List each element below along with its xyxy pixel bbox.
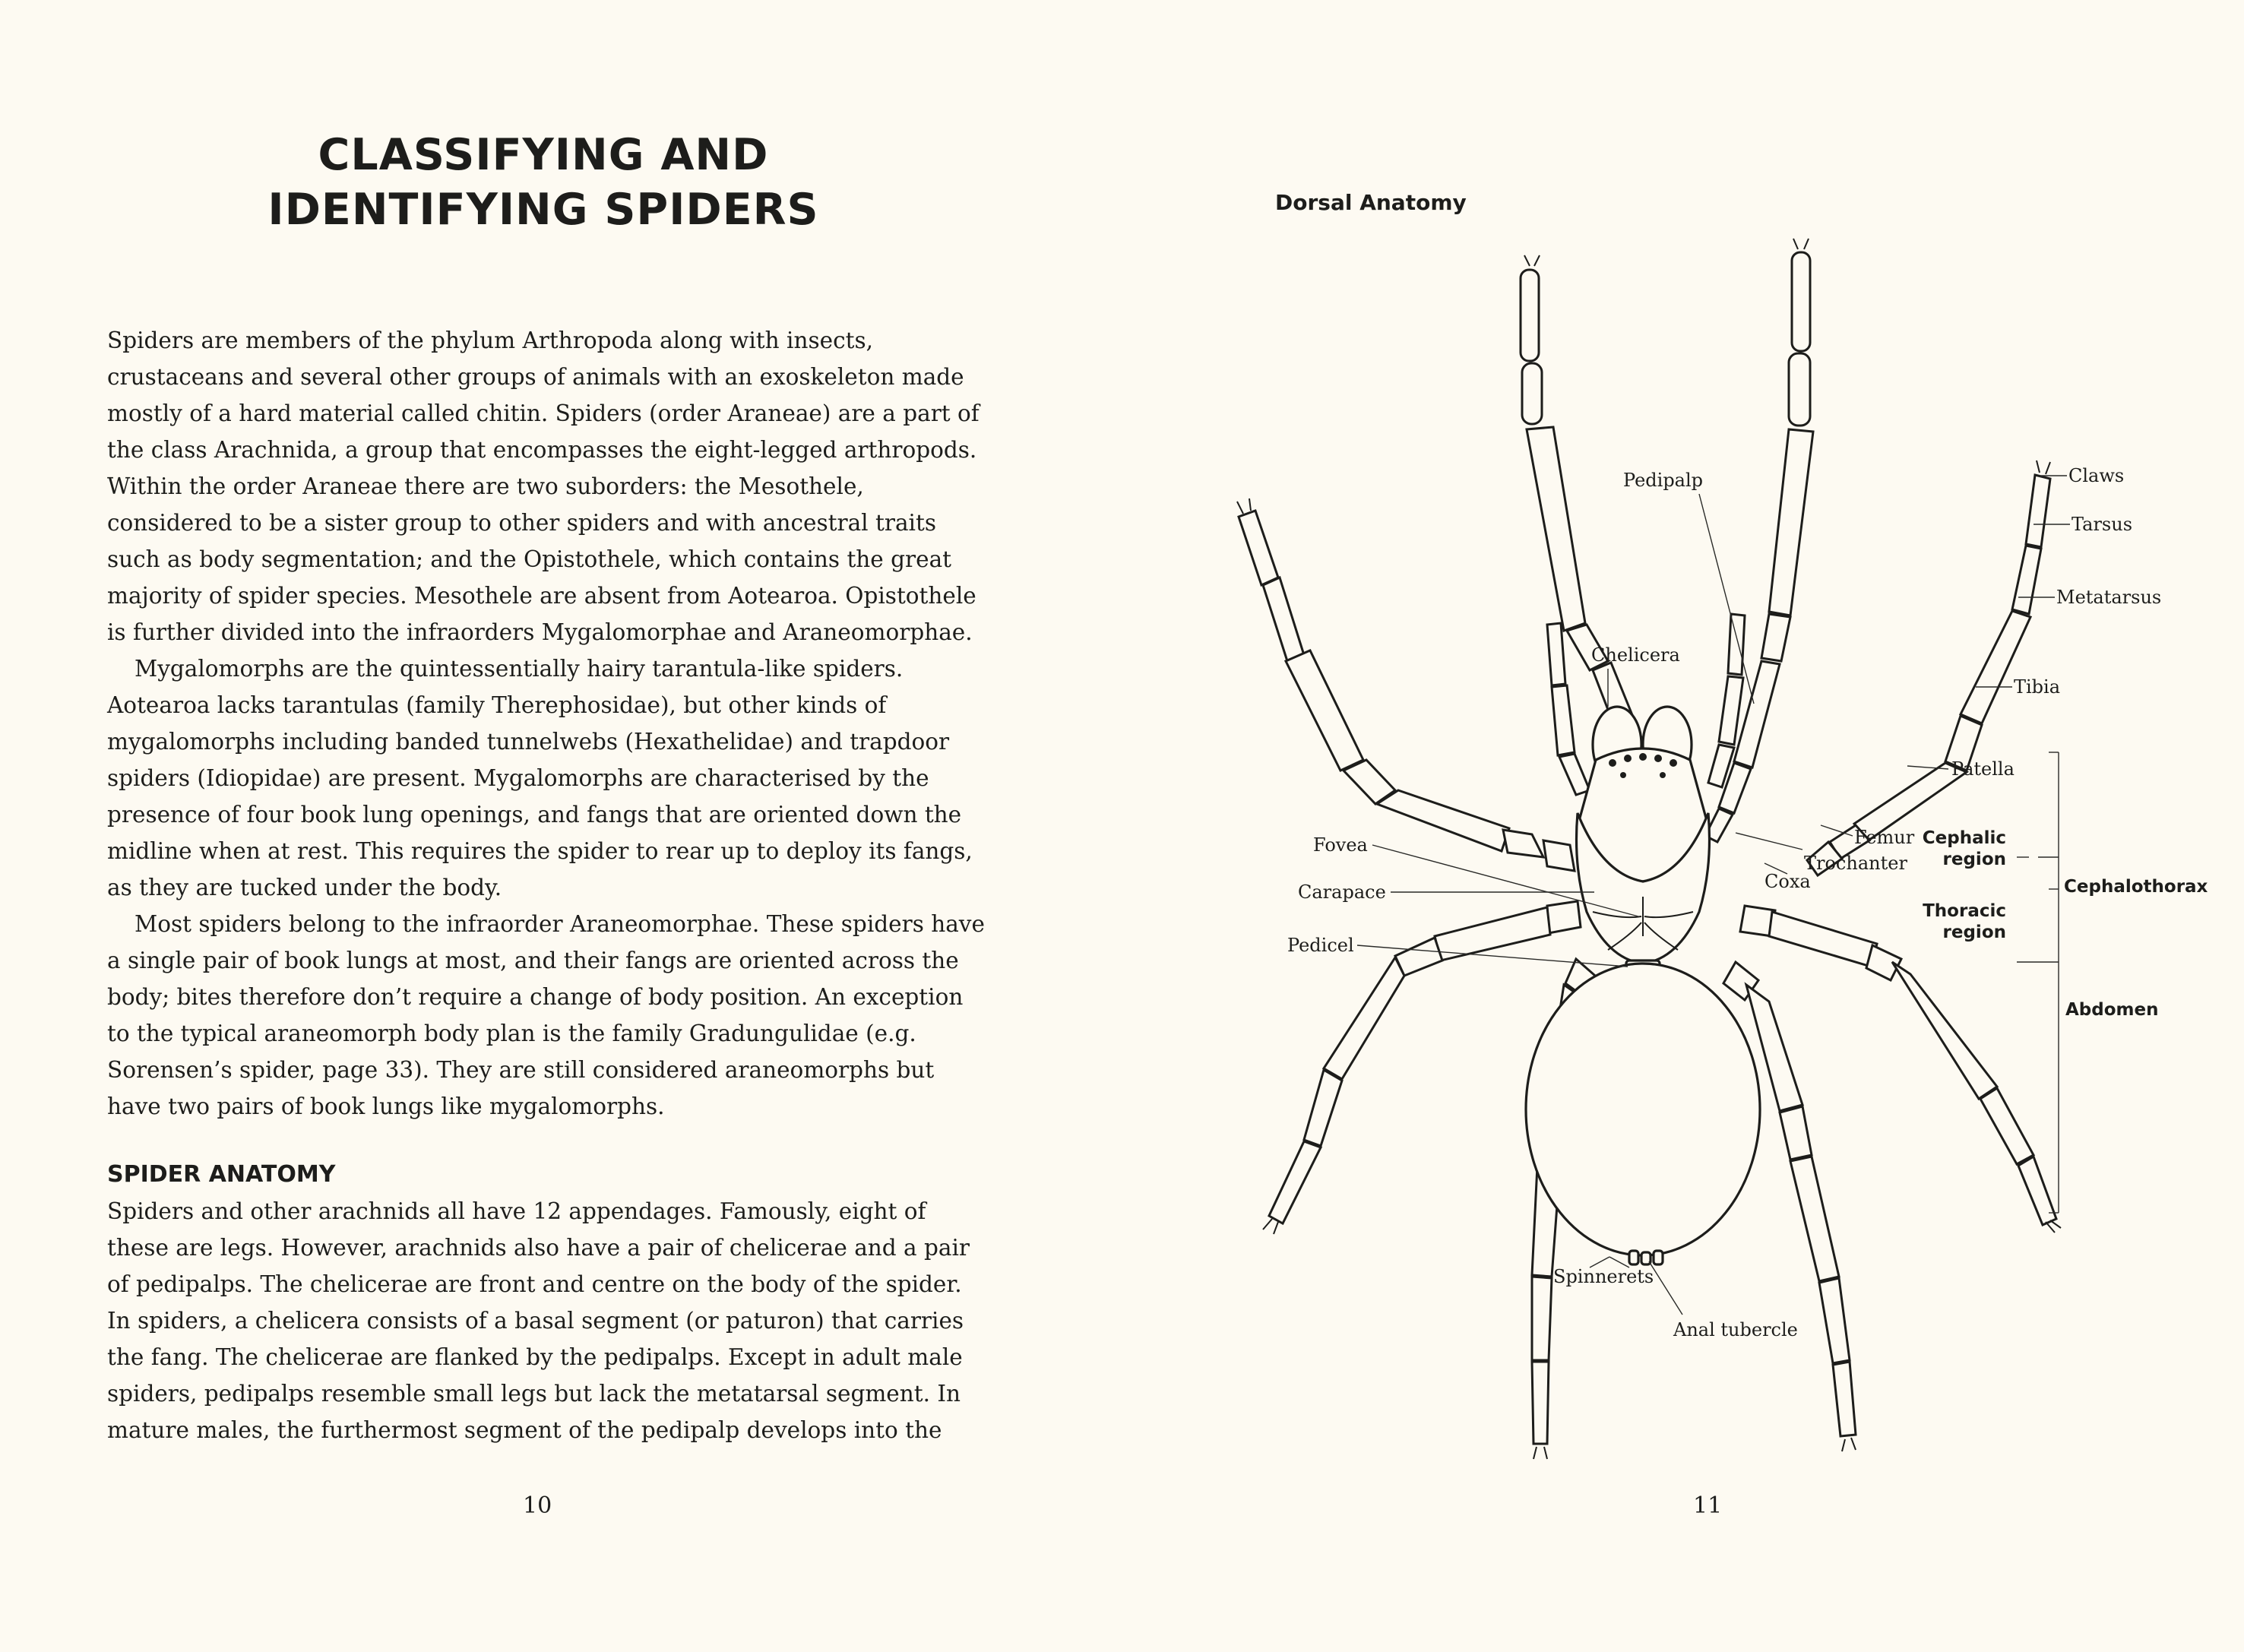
title-line-2: IDENTIFYING SPIDERS: [267, 185, 819, 235]
paragraph-anatomy: Spiders and other arachnids all have 12 appendages. Famously, eight of these are legs. However, arachnids also have a pair of chelicerae and a pair of pedipalps. The chelicerae are front and centre on the body of the spider. In spiders, a chelicera consists of a basal segment (or paturon) that carries the fang. The chelicerae are flanked by the pedipalps. Except in adult male spiders, pedipalps resemble small legs but lack the metatarsal segment. In mature males, the furthermost segment of the pedipalp develops into the: [107, 1198, 970, 1443]
section-heading: SPIDER ANATOMY: [107, 1161, 336, 1188]
label-trochanter: Trochanter: [1804, 853, 1907, 874]
label-spinnerets: Spinnerets: [1553, 1266, 1654, 1287]
label-fovea: Fovea: [1313, 834, 1368, 856]
diagram-labels: [1287, 465, 2208, 1340]
page-number-right: 11: [1693, 1492, 1723, 1519]
spinneret: [1629, 1251, 1638, 1264]
label-abdomen: Abdomen: [2065, 1000, 2159, 1020]
label-pedicel: Pedicel: [1287, 935, 1354, 956]
label-metatarsus: Metatarsus: [2056, 587, 2162, 608]
label-cephalothorax: Cephalothorax: [2064, 877, 2208, 897]
label-femur: Femur: [1854, 827, 1915, 848]
intro-text: [107, 322, 989, 1125]
label-cephalic-region-1: Cephalic: [1922, 828, 2006, 848]
label-cephalic-region-2: region: [1942, 850, 2006, 869]
label-tarsus: Tarsus: [2072, 514, 2133, 535]
page-number-left: 10: [523, 1492, 552, 1519]
right-page: [1122, 0, 2244, 1652]
leg-second-right: [1807, 460, 2050, 875]
paragraph-2: Mygalomorphs are the quintessentially hairy tarantula-like spiders. Aotearoa lacks tarantulas (family Therephosidae), but other kinds of mygalomorphs including banded tunnelwebs (Hexathelidae) and trapdoor spiders (Idiopidae) are present. Mygalomorphs are characterised by the presence of four book lung openings, and fangs that are oriented down the midline when at rest. This requires the spider to rear up to deploy its fangs, as they are tucked under the body.: [107, 656, 973, 900]
label-pedipalp: Pedipalp: [1623, 470, 1704, 491]
leg-second-left: [1237, 498, 1575, 871]
label-thoracic-region-2: region: [1942, 923, 2006, 942]
label-carapace: Carapace: [1298, 881, 1386, 903]
label-patella: Patella: [1951, 758, 2015, 780]
label-coxa: Coxa: [1764, 871, 1811, 892]
title-line-1: CLASSIFYING AND: [318, 130, 769, 180]
spider-diagram: [1122, 0, 2244, 1652]
spinneret: [1654, 1251, 1663, 1264]
label-anal-tubercle: Anal tubercle: [1673, 1319, 1798, 1340]
paragraph-3: Most spiders belong to the infraorder Araneomorphae. These spiders have a single pair of book lungs at most, and their fangs are oriented across the body; bites therefore don’t require a change of body position. An exception to the typical araneomorph body plan is the family Gradungulidae (e.g. Sorensen’s spider, page 33). They are still considered araneomorphs but have two pairs of book lungs like mygalomorphs.: [107, 911, 985, 1119]
page-title: [228, 128, 859, 237]
abdomen-shape: [1526, 964, 1760, 1255]
label-tibia: Tibia: [2014, 676, 2061, 698]
label-chelicera: Chelicera: [1591, 644, 1680, 666]
label-thoracic-region-1: Thoracic: [1923, 901, 2006, 921]
figure-title: Dorsal Anatomy: [1275, 190, 1467, 215]
anatomy-text: [107, 1193, 989, 1448]
label-claws: Claws: [2068, 465, 2125, 486]
paragraph-1: Spiders are members of the phylum Arthropoda along with insects, crustaceans and several other groups of animals with an exoskeleton made mostly of a hard material called chitin. Spiders (order Araneae) are a part of the class Arachnida, a group that encompasses the eight-legged arthropods. Within the order Araneae there are two suborders: the Mesothele, considered to be a sister group to other spiders and with ancestral traits such as body segmentation; and the Opistothele, which contains the great majority of spider species. Mesothele are absent from Aotearoa. Opistothele is further divided into the infraorders Mygalomorphae and Araneomorphae.: [107, 328, 980, 645]
